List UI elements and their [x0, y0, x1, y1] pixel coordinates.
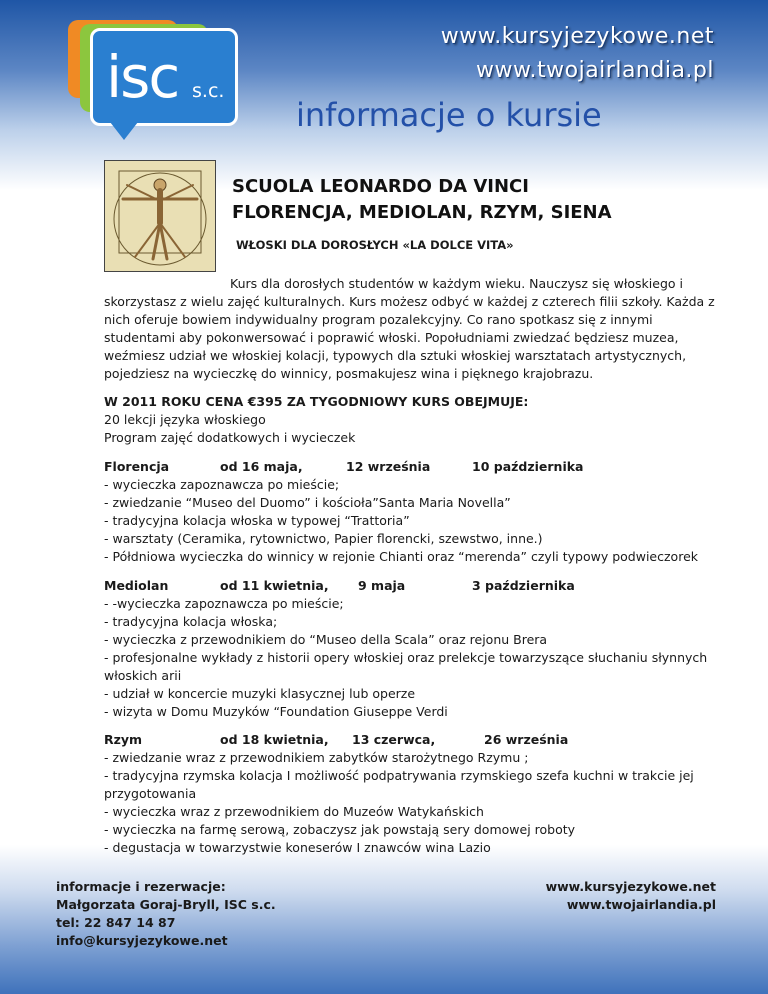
- city-block-rzym: [104, 731, 724, 857]
- footer-contact-name: Małgorzata Goraj-Bryll, ISC s.c.: [56, 897, 276, 912]
- logo-bubble-tail: [110, 122, 138, 140]
- city-block-florencja: [104, 458, 724, 566]
- city-header: [104, 731, 724, 749]
- list-item: - -wycieczka zapoznawcza po mieście;: [104, 596, 344, 611]
- footer-contact-heading: informacje i rezerwacje:: [56, 879, 226, 894]
- list-item: - tradycyjna kolacja włoska w typowej “Trattoria”: [104, 513, 410, 528]
- list-item: - degustacja w towarzystwie koneserów I znawców wina Lazio: [104, 840, 491, 855]
- list-item: - wycieczka na farmę serową, zobaczysz jak powstają sery domowej roboty: [104, 822, 576, 837]
- course-subtitle: WŁOSKI DLA DOROSŁYCH «LA DOLCE VITA»: [236, 238, 514, 252]
- city-name: Rzym: [104, 732, 143, 747]
- list-item: - tradycyjna kolacja włoska;: [104, 614, 278, 629]
- footer-contact-phone[interactable]: tel: 22 847 14 87: [56, 915, 176, 930]
- list-item: - zwiedzanie “Museo del Duomo” i kościoła”Santa Maria Novella”: [104, 495, 511, 510]
- city-date: 9 maja: [358, 578, 406, 593]
- price-heading: W 2011 ROKU CENA €395 ZA TYGODNIOWY KURS OBEJMUJE:: [104, 394, 529, 409]
- isc-logo: [68, 18, 243, 143]
- city-date: 13 czerwca,: [352, 732, 436, 747]
- list-item: - wycieczka z przewodnikiem do “Museo della Scala” oraz rejonu Brera: [104, 632, 548, 647]
- city-header: [104, 577, 724, 595]
- logo-suffix: s.c.: [192, 80, 225, 102]
- list-item: - Półdniowa wycieczka do winnicy w rejonie Chianti oraz “merenda” czyli typowy podwieczorek: [104, 549, 699, 564]
- course-intro: Kurs dla dorosłych studentów w każdym wieku. Nauczysz się włoskiego i skorzystasz z wielu zajęć kulturalnych. Kurs możesz odbyć w każdej z czterech filii szkoły. Każda z nich oferuje bowiem indywidualny program pozalekcyjny. Co rano spotkasz się z innymi studentami aby pokonwersować i poprawić włoski. Popołudniami zwiedzać będziesz muzea, weźmiesz udział we włoskiej kolacji, typowych dla sztuki włoskiej warsztatach artystycznych, pojedziesz na wycieczkę do winnicy, posmakujesz wina i pięknego krajobrazu.: [104, 276, 715, 381]
- header-site-link-1[interactable]: www.kursyjezykowe.net: [440, 24, 714, 49]
- vitruvian-man-image: [104, 160, 216, 272]
- footer-links: [546, 878, 716, 914]
- price-block: [104, 393, 724, 447]
- city-date: od 18 kwietnia,: [220, 732, 329, 747]
- list-item: - zwiedzanie wraz z przewodnikiem zabytków starożytnego Rzymu ;: [104, 750, 529, 765]
- footer-site-link-2[interactable]: www.twojairlandia.pl: [566, 897, 716, 912]
- price-item: 20 lekcji języka włoskiego: [104, 412, 266, 427]
- logo-text: isc: [106, 43, 179, 111]
- city-header: [104, 458, 724, 476]
- footer-contact: [56, 878, 276, 950]
- list-item: - profesjonalne wykłady z historii opery włoskiej oraz prelekcje towarzyszące słuchaniu słynnych włoskich arii: [104, 650, 708, 683]
- course-title-1: SCUOLA LEONARDO DA VINCI: [232, 176, 529, 197]
- city-date: 3 października: [472, 578, 575, 593]
- city-date: od 11 kwietnia,: [220, 578, 329, 593]
- list-item: - tradycyjna rzymska kolacja I możliwość podpatrywania rzymskiego szefa kuchni w trakcie jej przygotowania: [104, 768, 694, 801]
- vitruvian-man-icon: [105, 161, 215, 271]
- header-site-link-2[interactable]: www.twojairlandia.pl: [476, 58, 714, 83]
- list-item: - warsztaty (Ceramika, rytownictwo, Papier florencki, szewstwo, inne.): [104, 531, 543, 546]
- city-name: Mediolan: [104, 578, 169, 593]
- list-item: - udział w koncercie muzyki klasycznej lub operze: [104, 686, 416, 701]
- city-date: 10 października: [472, 459, 584, 474]
- city-date: 12 września: [346, 459, 431, 474]
- footer-site-link-1[interactable]: www.kursyjezykowe.net: [545, 879, 716, 894]
- list-item: - wizyta w Domu Muzyków “Foundation Giuseppe Verdi: [104, 704, 448, 719]
- city-date: 26 września: [484, 732, 569, 747]
- city-block-mediolan: [104, 577, 724, 721]
- list-item: - wycieczka zapoznawcza po mieście;: [104, 477, 340, 492]
- city-name: Florencja: [104, 459, 170, 474]
- list-item: - wycieczka wraz z przewodnikiem do Muzeów Watykańskich: [104, 804, 484, 819]
- city-date: od 16 maja,: [220, 459, 303, 474]
- course-title-2: FLORENCJA, MEDIOLAN, RZYM, SIENA: [232, 202, 612, 223]
- page-headline: informacje o kursie: [296, 96, 602, 134]
- price-item: Program zajęć dodatkowych i wycieczek: [104, 430, 356, 445]
- footer-contact-email[interactable]: info@kursyjezykowe.net: [56, 933, 228, 948]
